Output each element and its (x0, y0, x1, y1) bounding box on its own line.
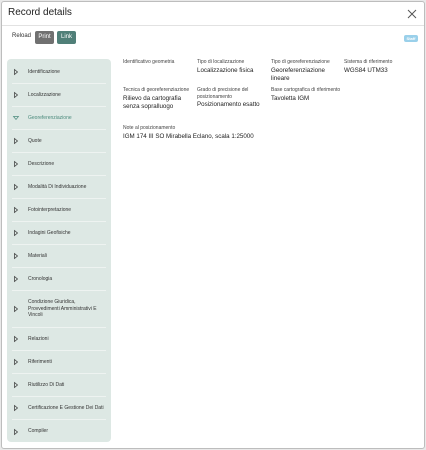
chevron-right-icon (12, 335, 20, 343)
sidebar-item-riutilizzo-dati[interactable] (12, 374, 106, 397)
field-label: Grado di precisione del posizionamento (197, 87, 249, 100)
print-button[interactable]: Print (35, 31, 54, 44)
chevron-right-icon (12, 404, 20, 412)
chevron-right-icon (12, 183, 20, 191)
sidebar-item-label: Modalità Di Individuazione (28, 183, 87, 190)
reload-button[interactable]: Reload (12, 33, 32, 39)
sidebar-item-label: Fotointerpretazione (28, 206, 72, 213)
chevron-down-icon (12, 114, 20, 122)
sidebar-item-fotointerpretazione[interactable] (12, 199, 106, 222)
sidebar-item-label: Materiali (28, 252, 47, 259)
sidebar-item-label: Compiler (28, 428, 49, 435)
chevron-right-icon (12, 160, 20, 168)
chevron-right-icon (12, 91, 20, 99)
chevron-right-icon (12, 381, 20, 389)
chevron-right-icon (12, 229, 20, 237)
field-base-cartografica (271, 87, 341, 103)
sidebar-item-cronologia[interactable] (12, 268, 106, 291)
field-grado-precisione (197, 87, 267, 109)
field-label: Note al posizionamento (123, 125, 176, 131)
field-value: Georeferenziazione lineare (271, 66, 326, 82)
chevron-right-icon (12, 68, 20, 76)
sidebar-item-label: Descrizione (28, 160, 55, 167)
link-button[interactable]: Link (57, 31, 76, 44)
chevron-right-icon (12, 252, 20, 260)
field-value: Rilievo da cartografia senza sopralluogo (123, 94, 182, 110)
field-value: Localizzazione fisica (197, 66, 254, 74)
sidebar-item-label: Localizzazione (28, 91, 61, 98)
sidebar-item-label: Condizione Giuridica, Provvedimenti Amministrativi E Vincoli (28, 299, 97, 319)
field-tipo-localizzazione (197, 59, 267, 75)
sidebar-item-label: Indagini Geofisiche (28, 229, 71, 236)
chevron-right-icon (12, 206, 20, 214)
field-value: Tavoletta IGM (271, 94, 310, 102)
sidebar-item-identificazione[interactable] (12, 61, 106, 84)
field-label: Identificativo geometria (123, 59, 175, 65)
dialog-header (2, 2, 424, 26)
chevron-right-icon (12, 358, 20, 366)
sidebar-item-descrizione[interactable] (12, 153, 106, 176)
field-identificativo-geometria (123, 59, 193, 67)
field-label: Base cartografica di riferimento (271, 87, 341, 93)
chevron-right-icon (12, 275, 20, 283)
section-sidebar (7, 59, 111, 442)
sidebar-item-indagini-geofisiche[interactable] (12, 222, 106, 245)
chevron-right-icon (12, 428, 20, 436)
field-tecnica-georeferenziazione (123, 87, 193, 111)
sidebar-item-label: Certificazione E Gestione Dei Dati (28, 404, 104, 411)
sidebar-item-materiali[interactable] (12, 245, 106, 268)
field-label: Tipo di localizzazione (197, 59, 245, 65)
record-details-dialog (1, 1, 425, 449)
field-value: Posizionamento esatto (197, 101, 260, 108)
sidebar-item-riferimenti[interactable] (12, 351, 106, 374)
staff-badge: Staff (404, 35, 418, 42)
field-tipo-georeferenziazione (271, 59, 341, 83)
sidebar-item-label: Riferimenti (28, 358, 52, 365)
dialog-title: Record details (8, 7, 72, 18)
sidebar-item-certificazione[interactable] (12, 397, 106, 420)
field-note-posizionamento (123, 125, 323, 141)
sidebar-item-label: Riutilizzo Di Dati (28, 381, 65, 388)
field-value: WGS84 UTM33 (344, 66, 388, 74)
sidebar-item-condizione-giuridica[interactable] (12, 291, 106, 328)
sidebar-item-label: Identificazione (28, 68, 60, 75)
field-sistema-riferimento (344, 59, 414, 75)
sidebar-item-relazioni[interactable] (12, 328, 106, 351)
chevron-right-icon (12, 137, 20, 145)
field-label: Tipo di georeferenziazione (271, 59, 330, 65)
sidebar-item-label: Georeferenziazione (28, 114, 72, 121)
sidebar-item-localizzazione[interactable] (12, 84, 106, 107)
close-icon (406, 8, 418, 20)
toolbar (2, 28, 424, 48)
sidebar-item-label: Quote (28, 137, 42, 144)
field-label: Sistema di riferimento (344, 59, 393, 65)
sidebar-item-georeferenziazione[interactable] (12, 107, 106, 130)
field-value: IGM 174 III SO Mirabella Eclano, scala 1:25000 (123, 132, 254, 140)
sidebar-item-quote[interactable] (12, 130, 106, 153)
sidebar-item-modalita-individuazione[interactable] (12, 176, 106, 199)
sidebar-item-label: Cronologia (28, 275, 53, 282)
field-label: Tecnica di georeferenziazione (123, 87, 190, 93)
chevron-right-icon (12, 305, 20, 313)
sidebar-item-label: Relazioni (28, 335, 49, 342)
close-button[interactable] (406, 7, 418, 19)
sidebar-item-compiler[interactable] (12, 420, 106, 443)
